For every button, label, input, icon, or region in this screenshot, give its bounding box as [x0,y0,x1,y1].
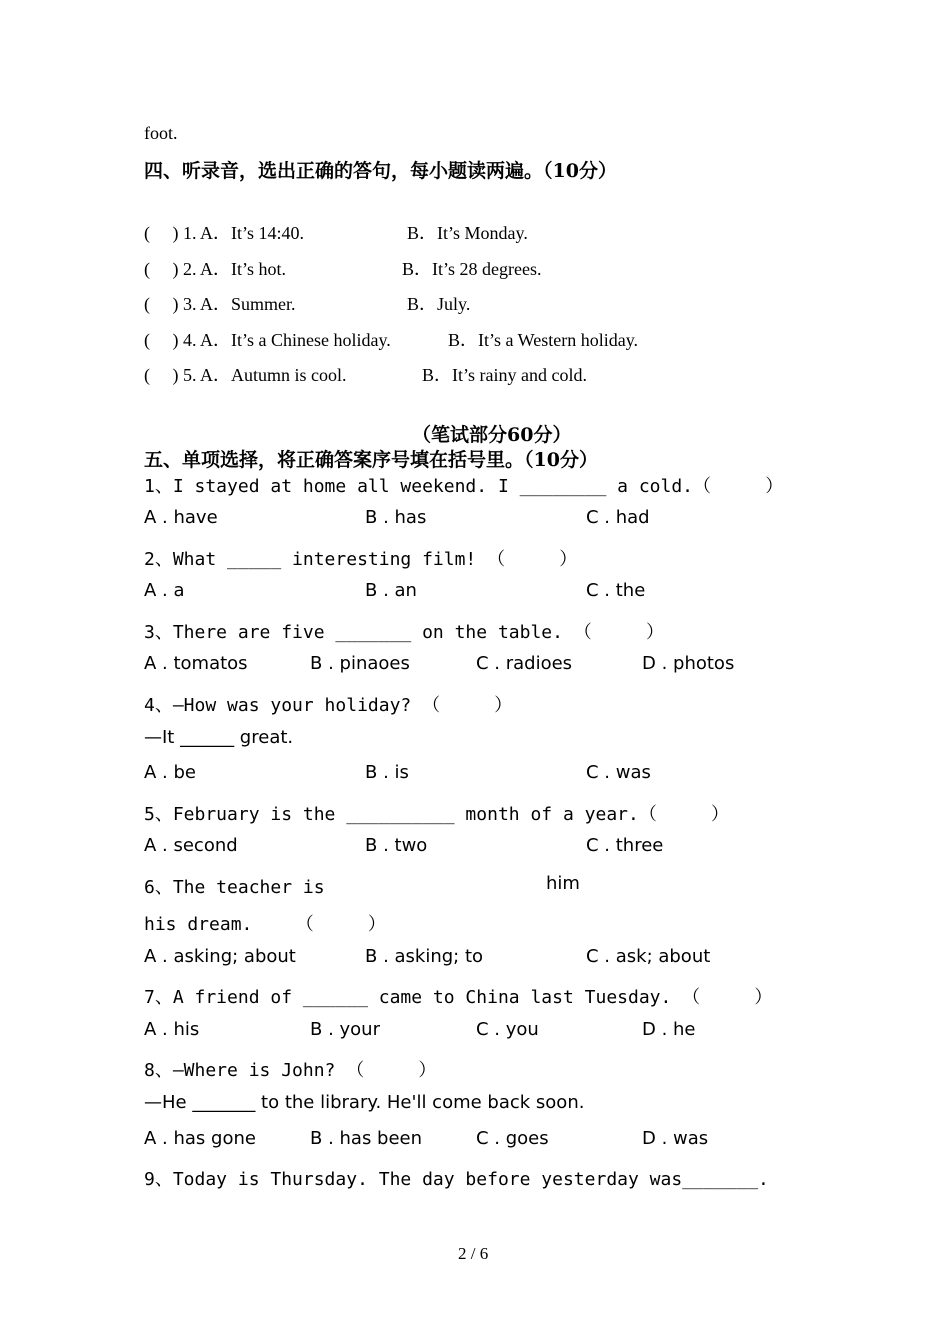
q4-option-a: A . be [144,762,196,783]
listen-item-5-b: B．It’s rainy and cold. [422,365,587,385]
question-9: 9、Today is Thursday. The day before yesterday was_______. [144,1169,769,1190]
written-part-title: （笔试部分60分） [412,424,572,446]
question-3: 3、There are five _______ on the table. （ ） [144,622,664,643]
section5-heading: 五、单项选择，将正确答案序号填在括号里。（10分） [144,449,598,471]
question-6-part1: 6、The teacher is [144,877,325,898]
q2-option-b: B . an [365,580,417,601]
q2-option-c: C . the [586,580,646,601]
q4-option-b: B . is [365,762,409,783]
listen-item-5-a: ( ) 5. A．Autumn is cool. [144,365,347,385]
q8-option-c: C . goes [476,1128,549,1149]
q1-option-c: C . had [586,507,650,528]
q3-option-a: A . tomatos [144,653,248,674]
question-2: 2、What _____ interesting film! （ ） [144,549,578,570]
listen-item-3-a: ( ) 3. A．Summer. [144,294,296,314]
page-number: 2 / 6 [458,1244,489,1263]
listen-item-3-b: B．July. [407,294,471,314]
question-5: 5、February is the __________ month of a year.（ ） [144,804,730,825]
listen-item-2-a: ( ) 2. A．It’s hot. [144,259,286,279]
question-4: 4、—How was your holiday? （ ） [144,695,513,716]
question-6-part3: his dream. （ ） [144,914,386,935]
listen-item-2-b: B．It’s 28 degrees. [402,259,542,279]
q4-option-c: C . was [586,762,651,783]
section4-heading: 四、听录音，选出正确的答句，每小题读两遍。（10分） [144,160,617,182]
question-8: 8、—Where is John? （ ） [144,1060,437,1081]
q1-option-b: B . has [365,507,427,528]
q2-option-a: A . a [144,580,185,601]
q8-option-a: A . has gone [144,1128,256,1149]
q7-option-b: B . your [310,1019,380,1040]
q3-option-c: C . radioes [476,653,573,674]
q5-option-b: B . two [365,835,428,856]
q6-option-a: A . asking; about [144,946,296,967]
q5-option-c: C . three [586,835,664,856]
q6-option-c: C . ask; about [586,946,711,967]
listen-item-1-a: ( ) 1. A．It’s 14:40. [144,223,304,243]
question-1: 1、I stayed at home all weekend. I ________ a cold.（ ） [144,476,784,497]
q8-option-d: D . was [642,1128,709,1149]
q8-option-b: B . has been [310,1128,423,1149]
q3-option-d: D . photos [642,653,735,674]
question-8-reply: —He _______ to the library. He'll come back soon. [144,1092,585,1113]
q7-option-a: A . his [144,1019,200,1040]
listen-item-4-b: B．It’s a Western holiday. [448,330,639,350]
listen-item-4-a: ( ) 4. A．It’s a Chinese holiday. [144,330,391,350]
q7-option-d: D . he [642,1019,696,1040]
question-7: 7、A friend of ______ came to China last Tuesday. （ ） [144,987,773,1008]
listen-item-1-b: B．It’s Monday. [407,223,528,243]
question-6-part2: him [546,873,580,894]
question-4-reply: —It ______ great. [144,727,294,748]
q7-option-c: C . you [476,1019,539,1040]
q6-option-b: B . asking; to [365,946,484,967]
top-fragment: foot. [144,123,178,143]
q5-option-a: A . second [144,835,238,856]
q1-option-a: A . have [144,507,218,528]
q3-option-b: B . pinaoes [310,653,410,674]
